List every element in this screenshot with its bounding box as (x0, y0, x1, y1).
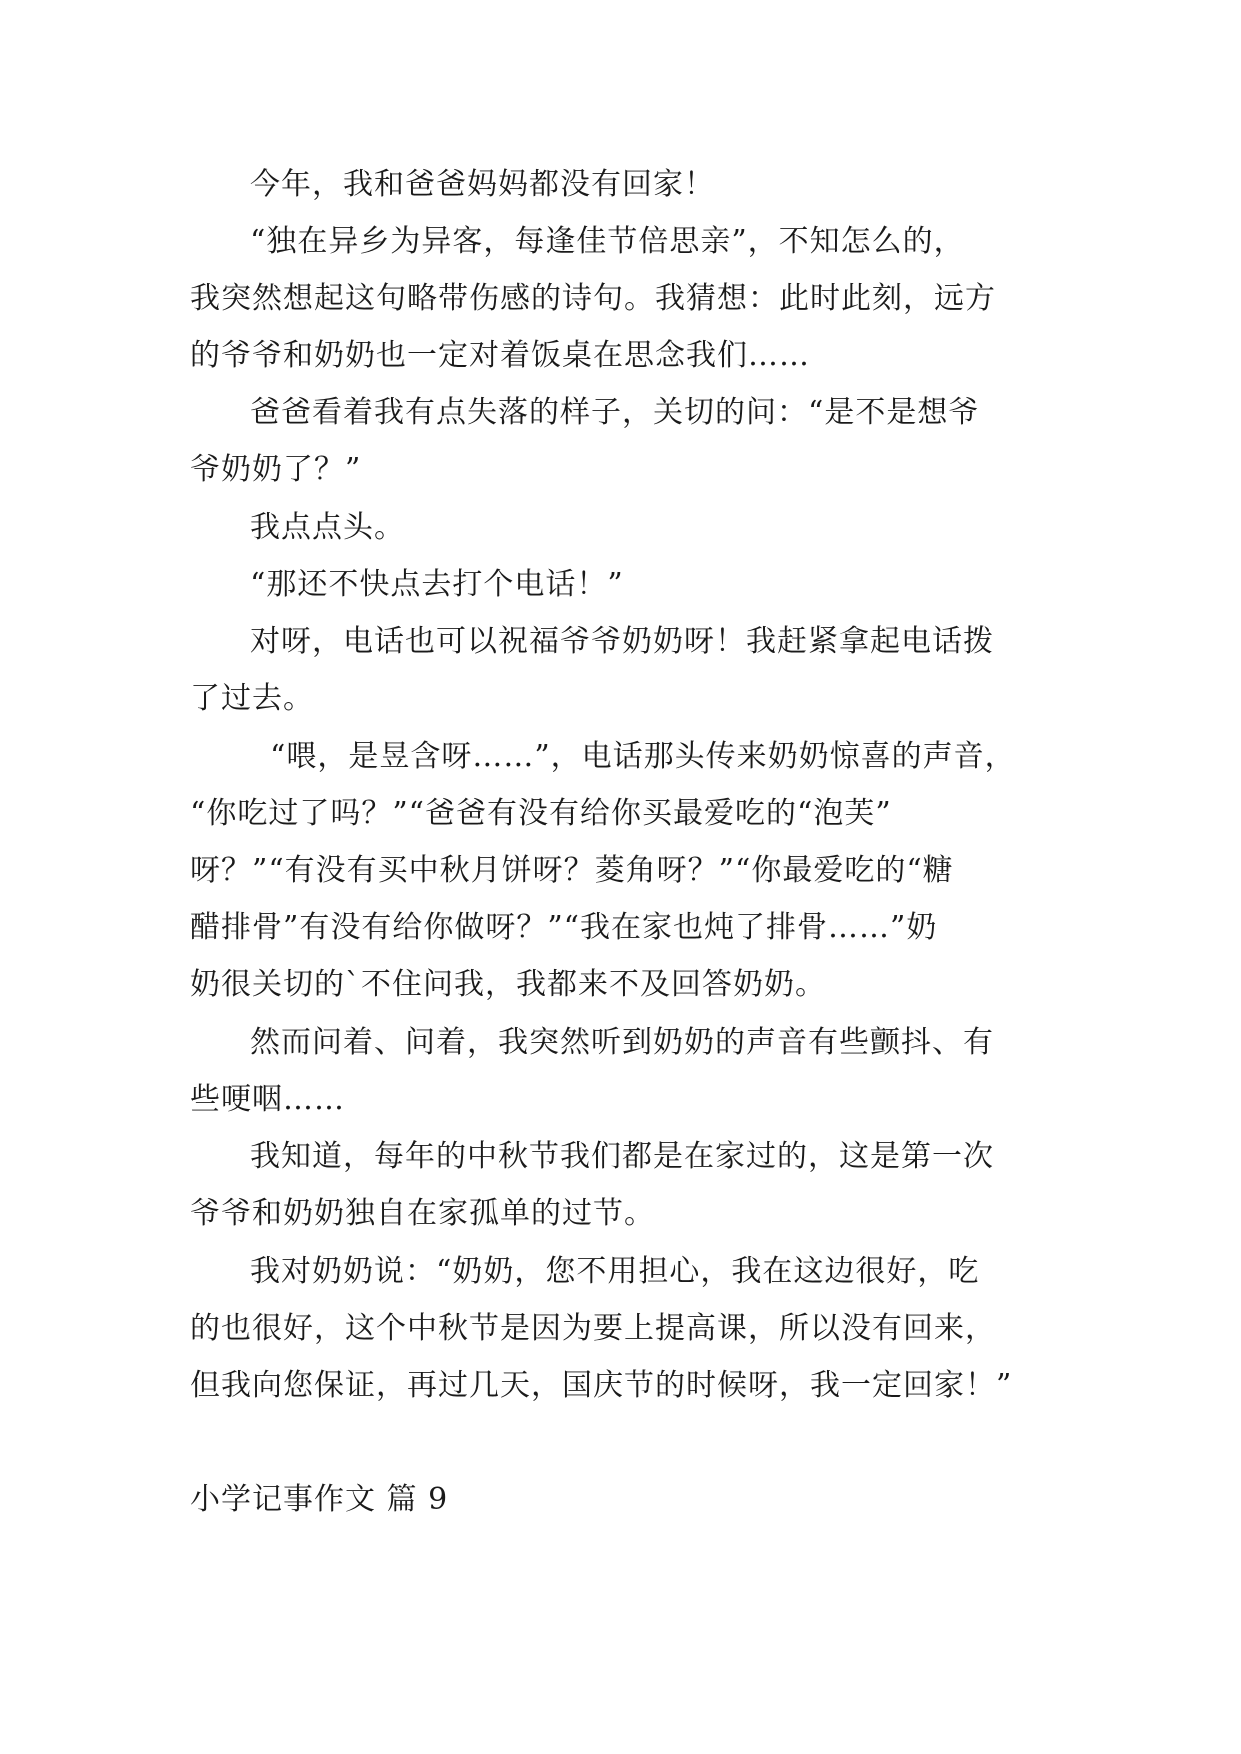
paragraph-line: 呀？”“有没有买中秋月饼呀？菱角呀？”“你最爱吃的“糖 (190, 853, 954, 888)
paragraph-line: 了过去。 (190, 681, 314, 716)
paragraph-line: 的也很好，这个中秋节是因为要上提高课，所以没有回来， (190, 1311, 996, 1346)
paragraph-line: 我点点头。 (250, 510, 405, 545)
paragraph-line: 奶很关切的`不住问我，我都来不及回答奶奶。 (190, 967, 826, 1002)
paragraph-line: “你吃过了吗？”“爸爸有没有给你买最爱吃的“泡芙” (190, 796, 892, 831)
paragraph-line: 对呀，电话也可以祝福爷爷奶奶呀！我赶紧拿起电话拨 (250, 624, 994, 659)
paragraph-line: 爷爷和奶奶独自在家孤单的过节。 (190, 1196, 655, 1231)
paragraph-line: 醋排骨”有没有给你做呀？”“我在家也炖了排骨……”奶 (190, 910, 938, 945)
paragraph-line: “喂，是昱含呀……”，电话那头传来奶奶惊喜的声音， (270, 739, 1016, 774)
paragraph-line: 但我向您保证，再过几天，国庆节的时候呀，我一定回家！” (190, 1368, 1013, 1403)
paragraph-line: 些哽咽…… (190, 1082, 345, 1117)
paragraph-line: 爸爸看着我有点失落的样子，关切的问：“是不是想爷 (250, 395, 980, 430)
paragraph-line: 我知道，每年的中秋节我们都是在家过的，这是第一次 (250, 1139, 994, 1174)
paragraph-line: 爷奶奶了？” (190, 452, 362, 487)
paragraph-line: 我对奶奶说：“奶奶，您不用担心，我在这边很好，吃 (250, 1254, 980, 1289)
paragraph-line: 我突然想起这句略带伤感的诗句。我猜想：此时此刻，远方 (190, 281, 996, 316)
section-heading: 小学记事作文 篇 9 (190, 1482, 449, 1517)
paragraph-line: “独在异乡为异客，每逢佳节倍思亲”，不知怎么的， (250, 224, 965, 259)
paragraph-line: 的爷爷和奶奶也一定对着饭桌在思念我们…… (190, 338, 810, 373)
paragraph-line: “那还不快点去打个电话！” (250, 567, 624, 602)
paragraph-line: 今年，我和爸爸妈妈都没有回家！ (250, 167, 715, 202)
paragraph-line: 然而问着、问着，我突然听到奶奶的声音有些颤抖、有 (250, 1025, 994, 1060)
